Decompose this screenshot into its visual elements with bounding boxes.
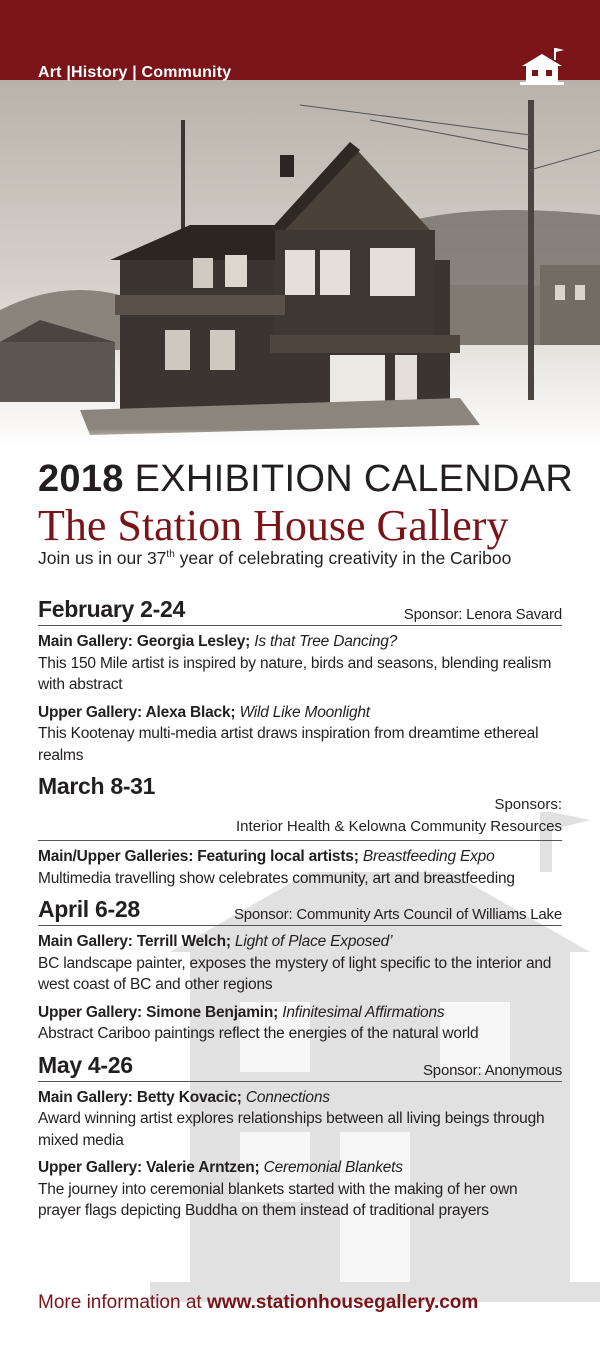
- month-april: [38, 896, 562, 1045]
- entry-description: Award winning artist explores relationships between all living beings through mixed media: [38, 1110, 545, 1149]
- entry-gallery-artist: Main Gallery: Betty Kovacic;: [38, 1088, 242, 1106]
- month-name: March 8-31: [38, 773, 156, 799]
- subtitle-sup: th: [166, 549, 175, 561]
- sponsor-label: Sponsor: Lenora Savard: [403, 606, 562, 623]
- subtitle: [38, 548, 578, 569]
- entry-gallery-artist: Main Gallery: Georgia Lesley;: [38, 633, 251, 650]
- month-header: [38, 773, 562, 841]
- exhibition-entry: [38, 631, 562, 696]
- entry-gallery-artist: Upper Gallery: Valerie Arntzen;: [38, 1159, 260, 1176]
- station-house-logo-icon: [518, 46, 566, 88]
- sponsor-label: Sponsor: Community Arts Council of Williams Lake: [233, 906, 562, 923]
- exhibition-entry: [38, 1002, 562, 1045]
- entry-description: This Kootenay multi-media artist draws inspiration from dreamtime ethereal realms: [38, 725, 539, 764]
- subtitle-pre: Join us in our 37: [38, 548, 167, 568]
- exhibition-entry: [38, 931, 562, 996]
- month-name: February 2-24: [38, 596, 185, 622]
- tagline: Art |History | Community: [38, 64, 232, 81]
- entry-gallery-artist: Main Gallery: Terrill Welch;: [38, 933, 231, 950]
- month-may: [38, 1052, 562, 1222]
- subtitle-post: year of celebrating creativity in the Cariboo: [174, 548, 512, 568]
- entry-work-title: Wild Like Moonlight: [239, 703, 370, 721]
- sponsor-label: Sponsor: Anonymous: [423, 1061, 562, 1079]
- entry-work-title: Is that Tree Dancing?: [254, 633, 398, 650]
- month-name: April 6-28: [38, 896, 140, 922]
- calendar-title: [38, 458, 574, 501]
- entry-work-title: Ceremonial Blankets: [263, 1159, 403, 1176]
- sponsor-names: Interior Health & Kelowna Community Resources: [236, 818, 562, 835]
- footer-info: [38, 1292, 568, 1314]
- exhibition-entry: [38, 1157, 562, 1222]
- exhibition-entry: [38, 1087, 562, 1152]
- entry-gallery-artist: Upper Gallery: Alexa Black;: [38, 703, 236, 721]
- calendar-year: 2018: [38, 458, 124, 500]
- month-header: [38, 896, 562, 926]
- month-header: [38, 596, 562, 626]
- month-name: May 4-26: [38, 1051, 133, 1078]
- calendar-title-rest: EXHIBITION CALENDAR: [134, 458, 574, 500]
- month-february: [38, 596, 562, 766]
- sponsor-label: Sponsors:: [494, 796, 562, 813]
- entry-gallery-artist: Main/Upper Galleries: Featuring local artists;: [38, 848, 359, 865]
- entry-work-title: Infinitesimal Affirmations: [282, 1003, 445, 1021]
- exhibition-list: [38, 596, 562, 1229]
- exhibition-entry: [38, 846, 562, 889]
- entry-work-title: Breastfeeding Expo: [362, 848, 495, 865]
- footer-label: More information at: [38, 1292, 207, 1313]
- gallery-title: The Station House Gallery: [38, 501, 509, 550]
- station-house-photo: [0, 80, 600, 450]
- month-header: [38, 1052, 562, 1082]
- entry-work-title: Light of Place Exposed’: [234, 933, 393, 950]
- entry-work-title: Connections: [245, 1088, 330, 1106]
- website-link[interactable]: www.stationhousegallery.com: [206, 1292, 479, 1313]
- entry-description: Abstract Cariboo paintings reflect the energies of the natural world: [38, 1025, 479, 1042]
- month-march: [38, 773, 562, 889]
- entry-description: The journey into ceremonial blankets started with the making of her own prayer flags depicting Buddha on them instead of traditional prayers: [38, 1180, 518, 1219]
- entry-description: Multimedia travelling show celebrates community, art and breastfeeding: [38, 869, 515, 887]
- entry-description: BC landscape painter, exposes the mystery of light specific to the interior and west coast of BC and other regions: [38, 954, 552, 993]
- entry-gallery-artist: Upper Gallery: Simone Benjamin;: [38, 1003, 279, 1021]
- entry-description: This 150 Mile artist is inspired by nature, birds and seasons, blending realism with abstract: [38, 654, 552, 693]
- exhibition-entry: [38, 702, 562, 767]
